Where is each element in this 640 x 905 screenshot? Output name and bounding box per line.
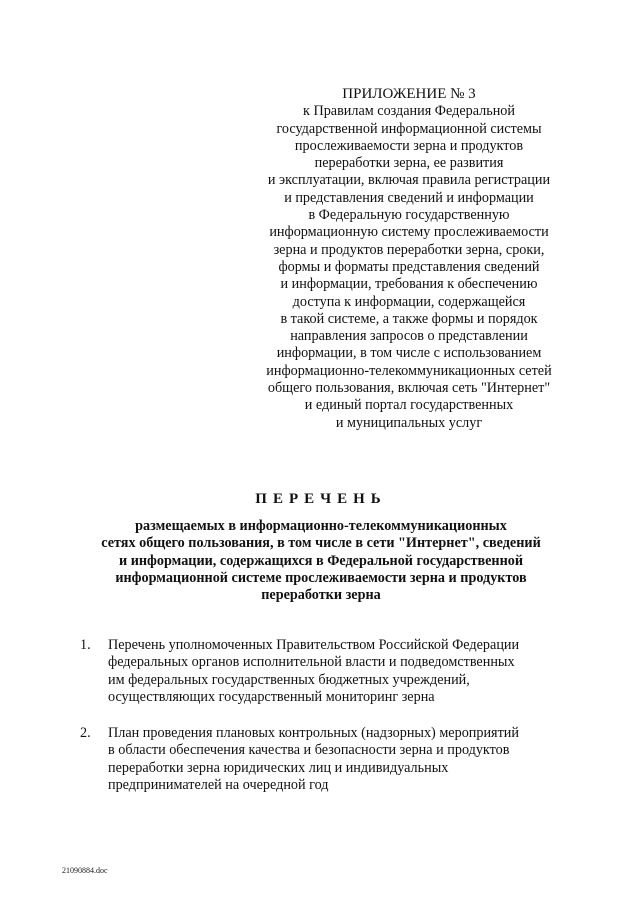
appendix-line: общего пользования, включая сеть "Интернет": [267, 380, 551, 397]
appendix-line: переработки зерна, ее развития: [314, 155, 504, 172]
list-item: [80, 725, 580, 797]
appendix-title: ПРИЛОЖЕНИЕ № 3: [342, 86, 476, 102]
subtitle-line: сетях общего пользования, в том числе в сети "Интернет", сведений: [101, 535, 541, 552]
list-item-line: осуществляющих государственный мониторинг зерна: [108, 688, 435, 705]
appendix-line: зерна и продуктов переработки зерна, сроки,: [273, 241, 545, 258]
list-item-line: предпринимателей на очередной год: [108, 776, 329, 793]
list-item-line: федеральных органов исполнительной власти и подведомственных: [108, 654, 515, 671]
file-name-footer: 21090884.doc: [62, 866, 108, 875]
appendix-line: прослеживаемости зерна и продуктов: [294, 137, 524, 154]
subtitle-line: информационной системе прослеживаемости зерна и продуктов: [115, 569, 527, 586]
appendix-line: информационную систему прослеживаемости: [269, 224, 549, 241]
document-subtitle: [62, 518, 580, 604]
appendix-line: направления запросов о представлении: [290, 328, 528, 345]
appendix-line: государственной информационной системы: [276, 120, 542, 137]
list-item-line: План проведения плановых контрольных (надзорных) мероприятий: [108, 725, 519, 741]
appendix-line: и представления сведений и информации: [284, 189, 534, 206]
appendix-line: формы и форматы представления сведений: [278, 258, 540, 275]
subtitle-line: и информации, содержащихся в Федеральной государственной: [118, 552, 524, 569]
appendix-line: к Правилам создания Федеральной: [303, 103, 515, 120]
list-item-text: [108, 637, 588, 706]
appendix-block: [240, 86, 578, 432]
list-item-line: им федеральных государственных бюджетных учреждений,: [108, 671, 470, 688]
appendix-line: информационно-телекоммуникационных сетей: [266, 362, 552, 379]
list-item-line: в области обеспечения качества и безопасности зерна и продуктов: [108, 742, 510, 759]
list-item: [80, 637, 580, 709]
subtitle-line: размещаемых в информационно-телекоммуникационных: [135, 518, 507, 534]
subtitle-line: переработки зерна: [261, 587, 381, 604]
list-item-number: 2.: [80, 725, 91, 741]
appendix-line: и единый портал государственных: [304, 397, 514, 414]
document-heading: ПЕРЕЧЕНЬ: [255, 491, 387, 507]
appendix-line: доступа к информации, содержащейся: [292, 293, 526, 310]
list-item-line: переработки зерна юридических лиц и индивидуальных: [108, 759, 449, 776]
list-item-line: Перечень уполномоченных Правительством Российской Федерации: [108, 637, 520, 653]
appendix-line: и эксплуатации, включая правила регистрации: [267, 172, 551, 189]
list-item-number: 1.: [80, 637, 91, 653]
appendix-line: в Федеральную государственную: [308, 207, 510, 224]
appendix-line: в такой системе, а также формы и порядок: [280, 310, 538, 327]
appendix-line: и муниципальных услуг: [335, 414, 483, 431]
appendix-line: и информации, требования к обеспечению: [280, 276, 538, 293]
appendix-line: информации, в том числе с использованием: [276, 345, 542, 362]
list-item-text: [108, 725, 588, 794]
